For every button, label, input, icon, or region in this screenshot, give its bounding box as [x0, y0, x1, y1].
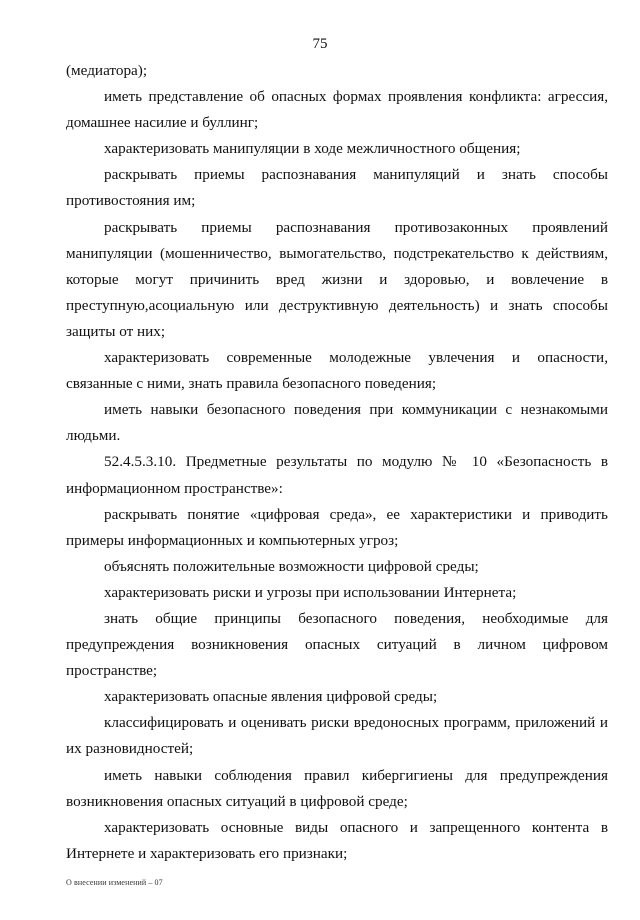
paragraph: раскрывать приемы распознавания противозаконных проявлений манипуляции (мошенничество, вымогательство, подстрекательство к действиям, которые могут причинить вред жизни и здоровью, и вовлечение в преступную,асоциальную или деструктивную деятельность) и знать способы защиты от них;: [66, 218, 608, 340]
paragraph: раскрывать понятие «цифровая среда», ее характеристики и приводить примеры информационных и компьютерных угроз;: [66, 505, 608, 549]
paragraph: раскрывать приемы распознавания манипуляций и знать способы противостояния им;: [66, 166, 608, 210]
paragraph: (медиатора);: [66, 62, 148, 79]
paragraph: характеризовать манипуляции в ходе межличностного общения;: [104, 140, 521, 158]
paragraph: характеризовать основные виды опасного и запрещенного контента в Интернете и характеризовать его признаки;: [66, 818, 608, 862]
paragraph: объяснять положительные возможности цифровой среды;: [104, 557, 479, 575]
footer-note: О внесении изменений – 07: [66, 878, 163, 887]
paragraph: классифицировать и оценивать риски вредоносных программ, приложений и их разновидностей;: [66, 714, 608, 758]
paragraph: характеризовать риски и угрозы при использовании Интернета;: [104, 583, 517, 601]
paragraph: иметь представление об опасных формах проявления конфликта: агрессия, домашнее насилие и буллинг;: [66, 88, 608, 132]
paragraph: иметь навыки безопасного поведения при коммуникации с незнакомыми людьми.: [66, 401, 608, 445]
paragraph: 52.4.5.3.10. Предметные результаты по модулю № 10 «Безопасность в информационном пространстве»:: [66, 453, 608, 497]
paragraph: характеризовать современные молодежные увлечения и опасности, связанные с ними, знать правила безопасного поведения;: [66, 349, 608, 393]
paragraph: знать общие принципы безопасного поведения, необходимые для предупреждения возникновения опасных ситуаций в личном цифровом пространстве;: [66, 609, 608, 680]
page-number: 75: [312, 36, 328, 52]
paragraph: иметь навыки соблюдения правил кибергигиены для предупреждения возникновения опасных ситуаций в цифровой среде;: [66, 766, 608, 810]
body-text: [66, 58, 608, 867]
paragraph: характеризовать опасные явления цифровой среды;: [104, 688, 438, 706]
